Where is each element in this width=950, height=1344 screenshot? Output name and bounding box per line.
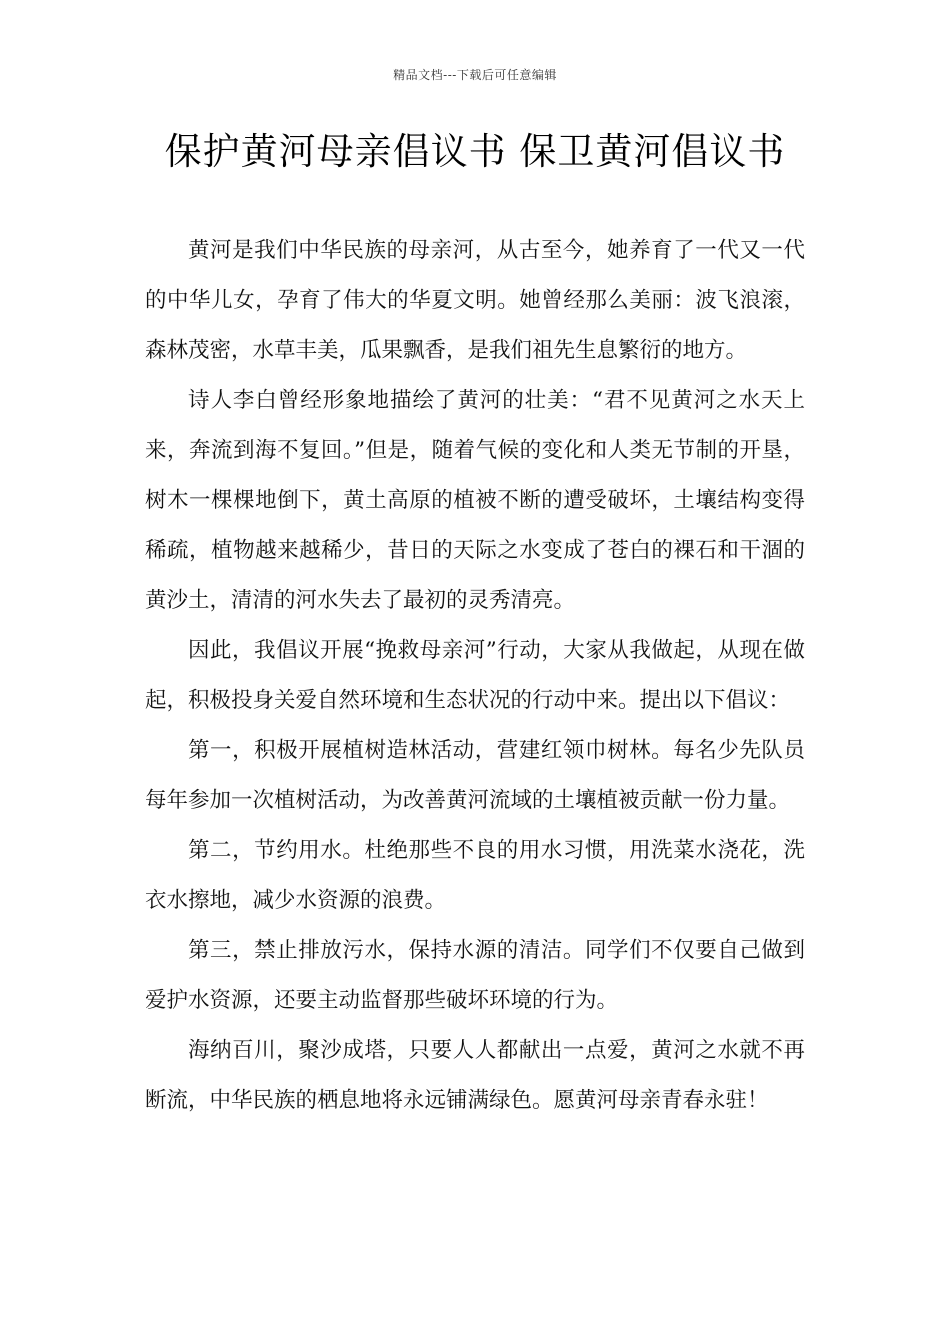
header-note: 精品文档---下载后可任意编辑: [393, 68, 557, 82]
paragraph-intro: 黄河是我们中华民族的母亲河，从古至今，她养育了一代又一代的中华儿女，孕育了伟大的华夏文明。她曾经那么美丽：波飞浪滚，森林茂密，水草丰美，瓜果飘香，是我们祖先生息繁衍的地方。: [145, 238, 805, 363]
paragraph-closing: 海纳百川，聚沙成塔，只要人人都献出一点爱，黄河之水就不再断流，中华民族的栖息地将永远铺满绿色。愿黄河母亲青春永驻！: [145, 1038, 805, 1113]
paragraph-first: 第一，积极开展植树造林活动，营建红领巾树林。每名少先队员每年参加一次植树活动，为改善黄河流域的土壤植被贡献一份力量。: [145, 738, 805, 813]
paragraph-poem: 诗人李白曾经形象地描绘了黄河的壮美：“君不见黄河之水天上来，奔流到海不复回。”但是，随着气候的变化和人类无节制的开垦，树木一棵棵地倒下，黄土高原的植被不断的遭受破坏，土壤结构变得稀疏，植物越来越稀少，昔日的天际之水变成了苍白的裸石和干涸的黄沙土，清清的河水失去了最初的灵秀清亮。: [145, 388, 805, 613]
document-body: [145, 226, 805, 1126]
paragraph-second: 第二，节约用水。杜绝那些不良的用水习惯，用洗菜水浇花，洗衣水擦地，减少水资源的浪费。: [145, 838, 805, 913]
paragraph-proposal: 因此，我倡议开展“挽救母亲河”行动，大家从我做起，从现在做起，积极投身关爱自然环境和生态状况的行动中来。提出以下倡议：: [145, 638, 805, 713]
document-title: 保护黄河母亲倡议书 保卫黄河倡议书: [164, 130, 786, 173]
paragraph-third: 第三，禁止排放污水，保持水源的清洁。同学们不仅要自己做到爱护水资源，还要主动监督那些破坏环境的行为。: [145, 938, 805, 1013]
